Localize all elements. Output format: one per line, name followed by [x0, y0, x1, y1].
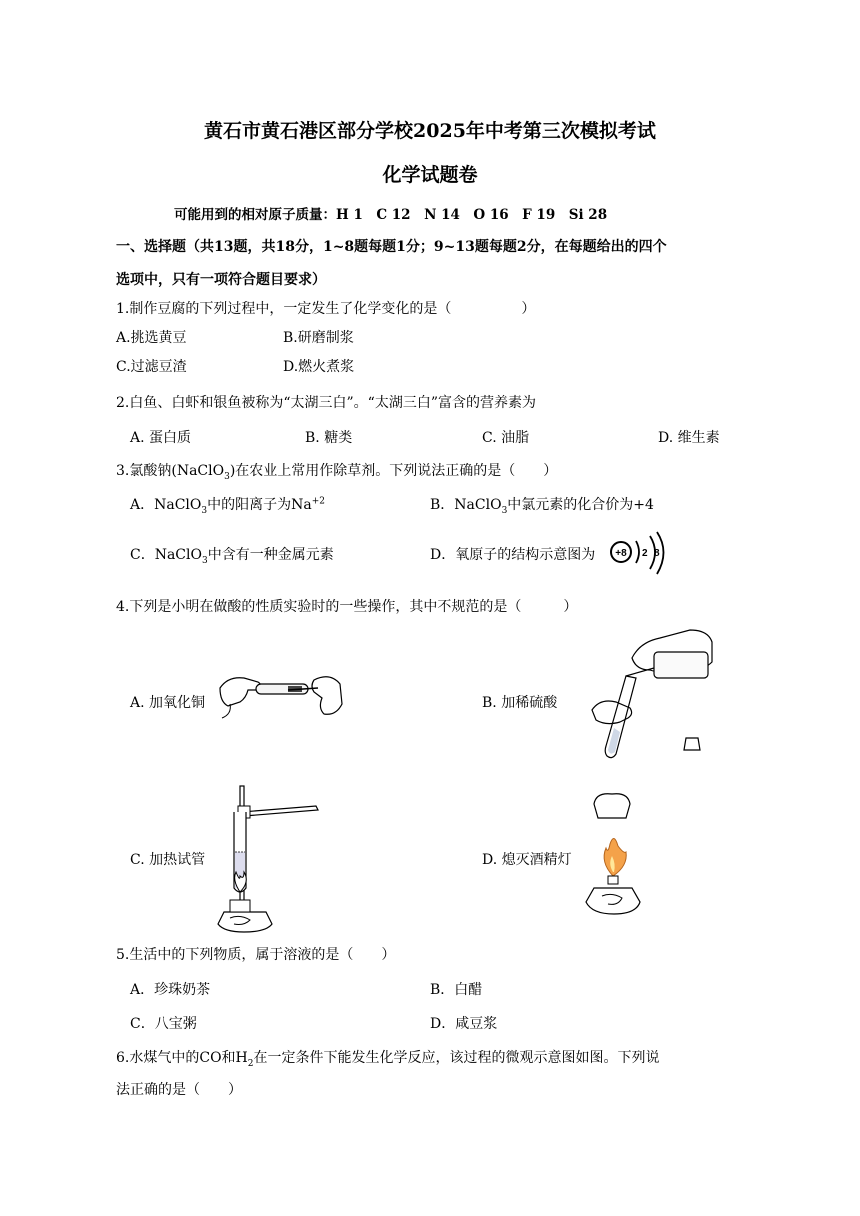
q4-option-c: C. 加热试管 [130, 852, 206, 868]
q3-option-b: B．NaClO$_3$中氯元素的化合价为+4 [430, 497, 654, 516]
q5-option-d: D．咸豆浆 [430, 1016, 498, 1032]
adding-dilute-sulfuric-acid-illustration [590, 628, 716, 760]
q6-stem-line2: 法正确的是（ ） [116, 1082, 242, 1098]
q5-stem: 5.生活中的下列物质，属于溶液的是（ ） [116, 947, 396, 963]
alcohol-lamp [218, 912, 272, 932]
atom-nucleus-label: +8 [615, 548, 627, 559]
q3-option-d: D．氧原子的结构示意图为 [430, 547, 596, 563]
q4-stem: 4.下列是小明在做酸的性质实验时的一些操作，其中不规范的是（ ） [116, 599, 578, 615]
reagent-bottle [654, 652, 708, 678]
lamp-cap [594, 794, 630, 818]
q1-option-a: A.挑选黄豆 [116, 330, 187, 346]
left-hand [220, 678, 261, 706]
q1-option-d: D.燃火煮浆 [283, 359, 355, 375]
atomic-masses: 可能用到的相对原子质量：H 1 C 12 N 14 O 16 F 19 Si 28 [174, 207, 608, 223]
q4-option-a: A. 加氧化铜 [130, 695, 206, 711]
shell-2-electrons: 8 [654, 548, 660, 559]
page-title: 黄石市黄石港区部分学校2025年中考第三次模拟考试 [204, 120, 656, 142]
q1-option-c: C.过滤豆渣 [116, 359, 187, 375]
q1-stem: 1.制作豆腐的下列过程中，一定发生了化学变化的是（ ） [116, 301, 536, 317]
clamp [242, 806, 318, 816]
q3-stem: 3.氯酸钠(NaClO$_3$)在农业上常用作除草剂。下列说法正确的是（ ） [116, 463, 558, 482]
q2-option-a: A. 蛋白质 [130, 430, 192, 446]
q2-option-b: B. 糖类 [305, 430, 353, 446]
q2-option-d: D. 维生素 [658, 430, 720, 446]
electron-shell-1 [636, 541, 639, 563]
adding-copper-oxide-illustration [218, 668, 344, 720]
section-heading-line1: 一、选择题（共13题，共18分，1~8题每题1分；9~13题每题2分，在每题给出的四个 [116, 239, 667, 255]
oxygen-atom-structure-diagram [608, 532, 666, 578]
q2-stem: 2.白鱼、白虾和银鱼被称为“太湖三白”。“太湖三白”富含的营养素为 [116, 395, 536, 411]
q1-option-b: B.研磨制浆 [283, 330, 354, 346]
q2-option-c: C. 油脂 [482, 430, 530, 446]
q4-option-d: D. 熄灭酒精灯 [482, 852, 572, 868]
q6-stem-line1: 6.水煤气中的CO和$H_2$在一定条件下能发生化学反应，该过程的微观示意图如图。下列说 [116, 1050, 660, 1069]
q5-option-c: C．八宝粥 [130, 1016, 197, 1032]
q5-option-a: A．珍珠奶茶 [130, 982, 211, 998]
q5-option-b: B．白醋 [430, 982, 483, 998]
right-hand [312, 677, 342, 714]
q4-option-b: B. 加稀硫酸 [482, 695, 558, 711]
page-subtitle: 化学试题卷 [382, 164, 478, 186]
extinguish-alcohol-lamp-illustration [584, 792, 642, 918]
lamp-body [586, 888, 640, 914]
q3-option-c: C．NaClO$_3$中含有一种金属元素 [130, 547, 334, 566]
section-heading-line2: 选项中，只有一项符合题目要求） [116, 272, 326, 288]
heating-test-tube-illustration [214, 784, 320, 934]
q3-option-a: A．NaClO$_3$中的阳离子为$Na^{+2}$ [130, 496, 325, 516]
bottle-stopper [684, 738, 700, 750]
shell-1-electrons: 2 [642, 548, 648, 559]
lamp-flame [604, 838, 626, 876]
